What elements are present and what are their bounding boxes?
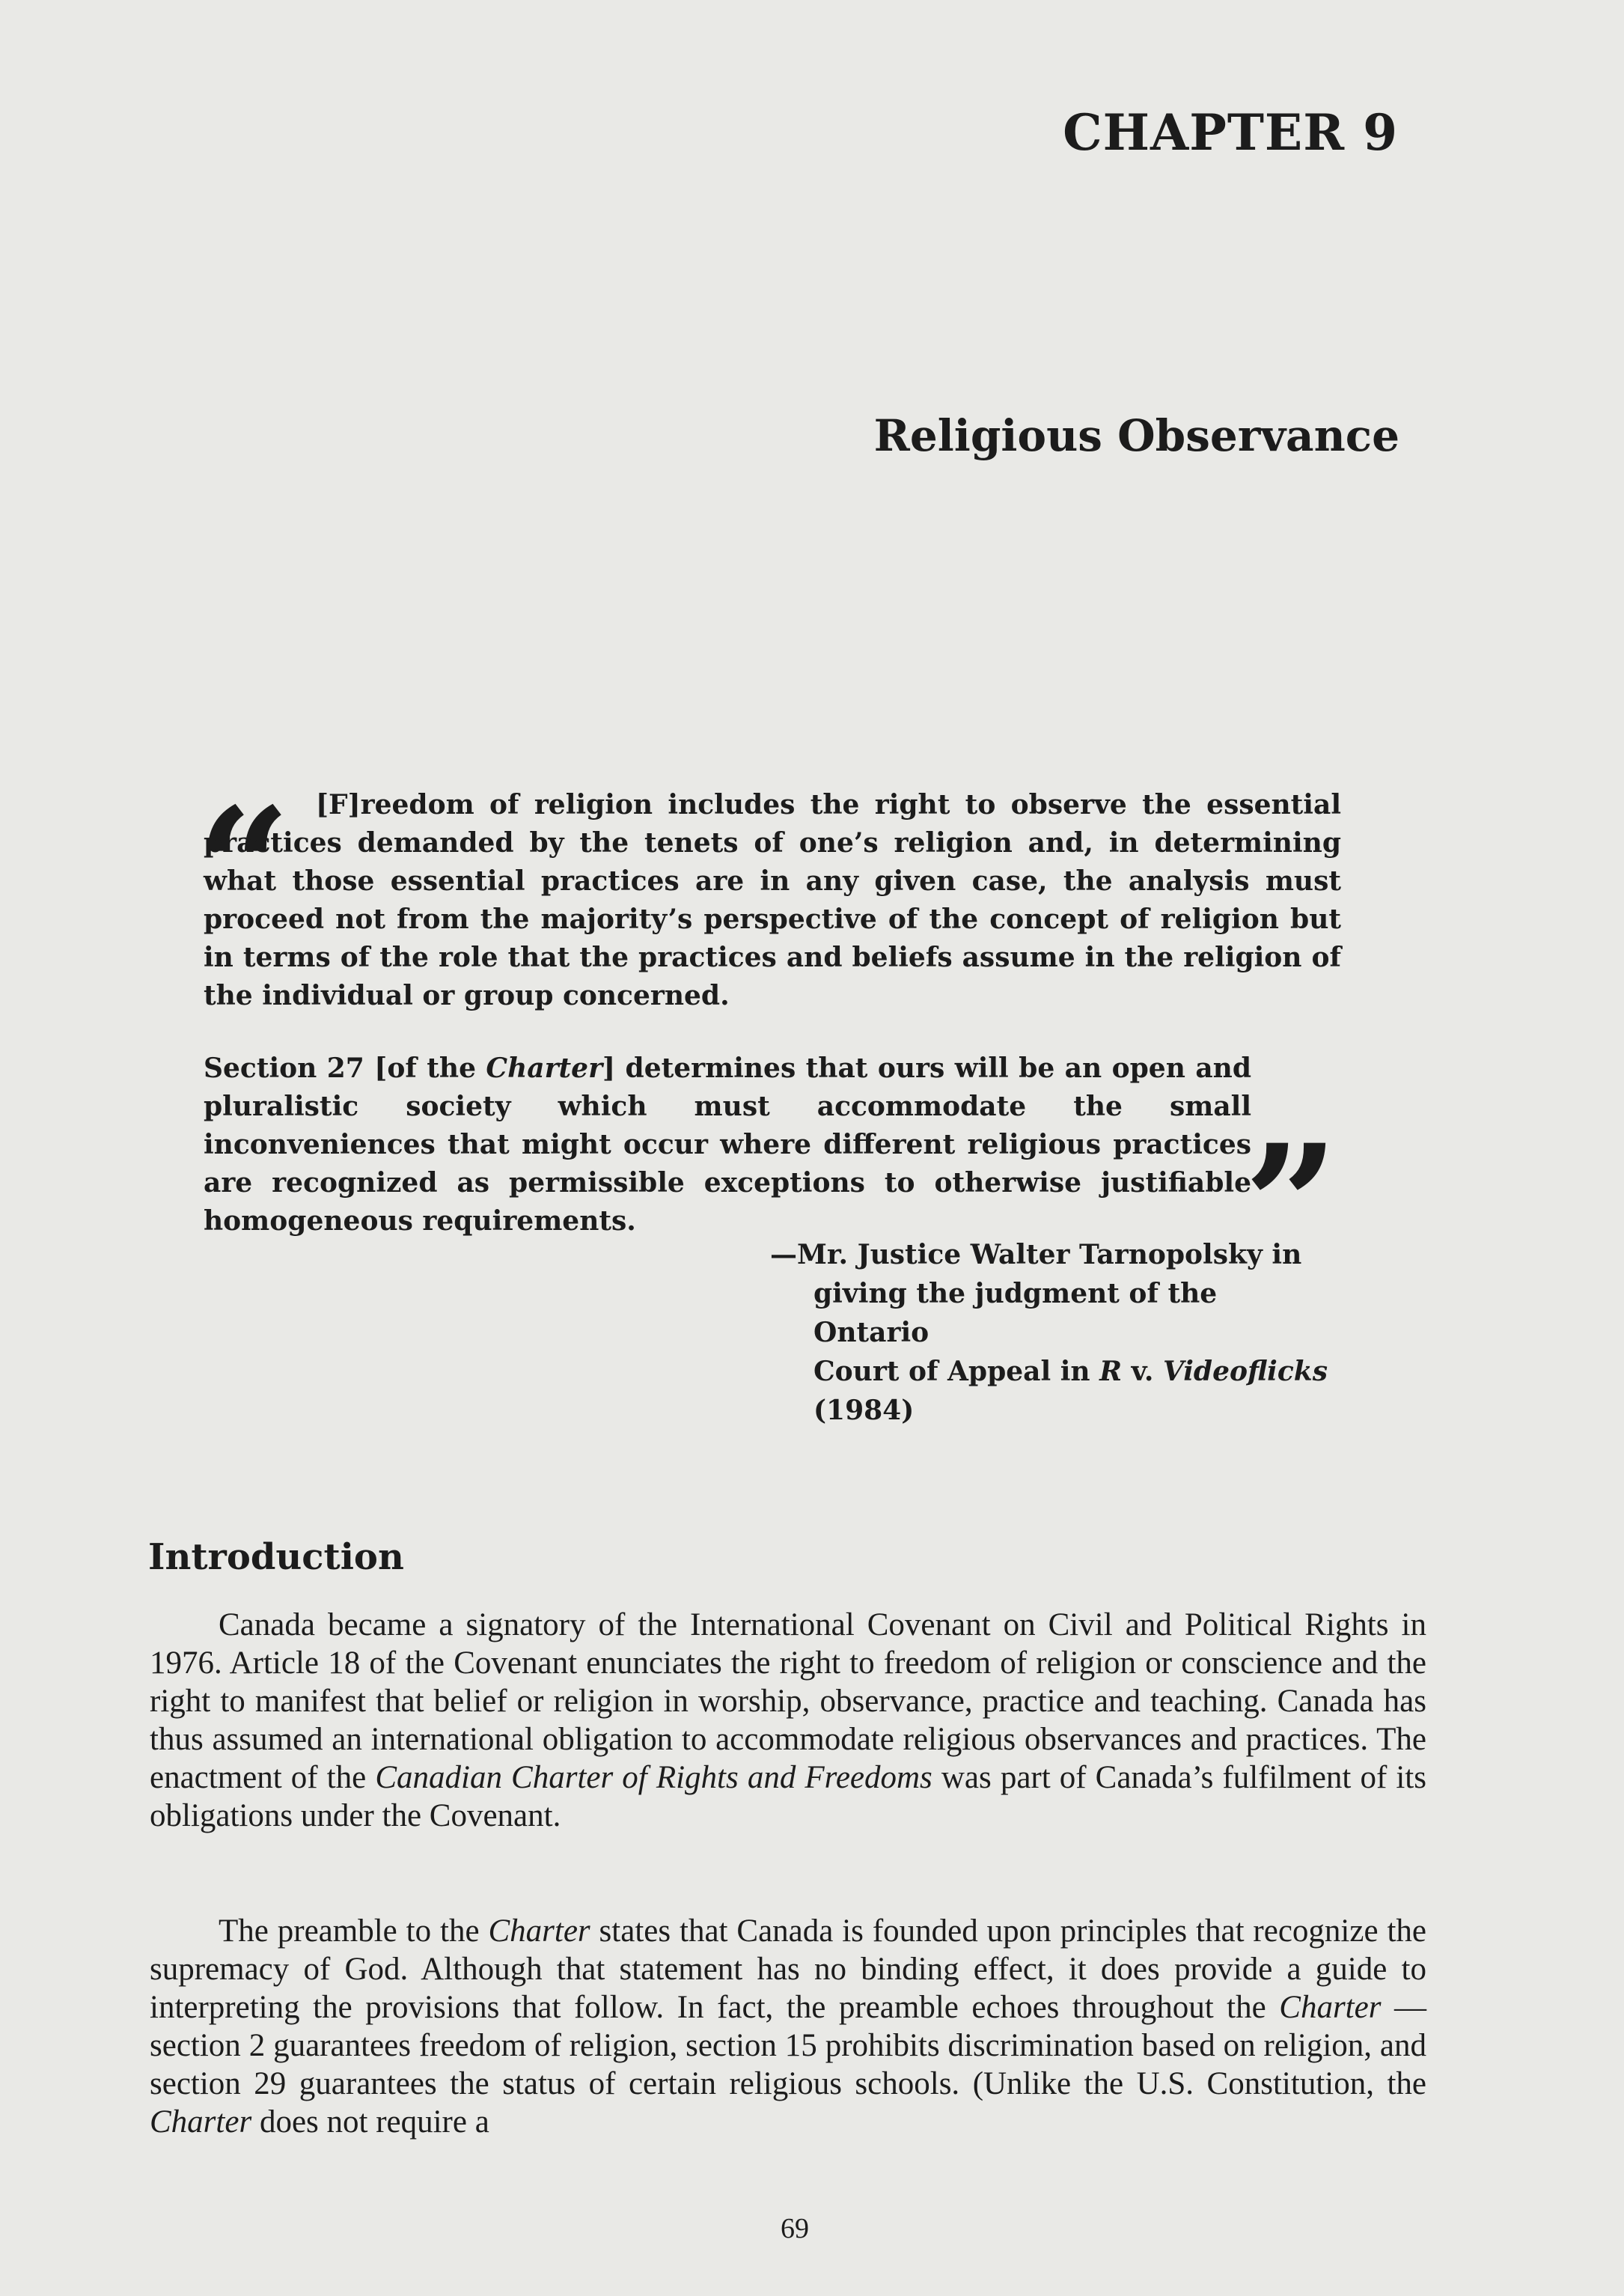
epigraph-p2-italic: Charter bbox=[486, 1053, 603, 1084]
attribution-v: v. bbox=[1122, 1356, 1163, 1387]
intro-p1-text-b: was part of Canada’s fulfilment of its obligations under the Covenant. bbox=[150, 1760, 1426, 1833]
attribution-case-r: R bbox=[1099, 1356, 1123, 1387]
close-quote-mark: ” bbox=[1244, 1108, 1339, 1302]
intro-p2-text-b: states that Canada is founded upon principles that recognize the supremacy of God. Although that statement has no binding effect, it does provide a guide to interpreting the provisions that follow. In fact, the preamble echoes throughout the bbox=[150, 1913, 1426, 2025]
intro-p2-text-d: does not require a bbox=[251, 2104, 489, 2140]
attribution-case-name: Videoflicks bbox=[1162, 1356, 1328, 1387]
chapter-title: Religious Observance bbox=[873, 410, 1399, 461]
epigraph-attribution bbox=[770, 1235, 1337, 1430]
open-quote-mark: “ bbox=[196, 771, 291, 965]
intro-p2-text-c: — section 2 guarantees freedom of religion, section 15 prohibits discrimination based on religion, and section 29 guarantees the status of certain religious schools. (Unlike the U.S. Constitution, the bbox=[150, 1990, 1426, 2101]
epigraph-p2-after: ] determines that ours will be an open and pluralistic society which must accommodate the small inconveniences that might occur where different religious practices are recognized as permissible exceptions to otherwise justifiable homogeneous requirements. bbox=[204, 1053, 1252, 1237]
epigraph bbox=[196, 771, 1341, 1426]
epigraph-paragraph-1: [F]reedom of religion includes the right to observe the essential practices demanded by the tenets of one’s religion and, in determining what those essential practices are in any given case, the analysis must proceed not from the majority’s perspective of the concept of religion but in terms of the role that the practices and beliefs assume in the religion of the individual or group concerned. bbox=[204, 789, 1341, 1011]
attribution-court: Court of Appeal in bbox=[813, 1356, 1100, 1387]
intro-p2-italic-3: Charter bbox=[150, 2104, 252, 2140]
intro-paragraph-1 bbox=[150, 1606, 1426, 1835]
attribution-line-2: giving the judgment of the Ontario bbox=[813, 1278, 1218, 1348]
intro-p1-italic: Canadian Charter of Rights and Freedoms bbox=[375, 1760, 932, 1795]
intro-p2-italic-1: Charter bbox=[488, 1913, 590, 1949]
attribution-line-3 bbox=[813, 1352, 1337, 1391]
intro-p2-text-a: The preamble to the bbox=[219, 1913, 489, 1949]
intro-p1-text-a: Canada became a signatory of the International Covenant on Civil and Political Rights in 1976. Article 18 of the Covenant enunciates the right to freedom of religion or conscience and the right to manifest that belief or religion in worship, observance, practice and teaching. Canada has thus assumed an international obligation to accommodate religious observances and practices. The enactment of the bbox=[150, 1607, 1426, 1795]
intro-p2-italic-2: Charter bbox=[1279, 1990, 1382, 2025]
epigraph-paragraph-2 bbox=[204, 1050, 1341, 1240]
epigraph-text bbox=[204, 786, 1341, 1240]
chapter-number: CHAPTER 9 bbox=[1063, 103, 1398, 162]
attribution-line-1: —Mr. Justice Walter Tarnopolsky in bbox=[770, 1239, 1302, 1270]
attribution-line-4: (1984) bbox=[813, 1395, 915, 1426]
epigraph-p2-before: Section 27 [of the bbox=[204, 1053, 486, 1084]
intro-paragraph-2 bbox=[150, 1912, 1426, 2141]
page-number: 69 bbox=[781, 2213, 809, 2244]
section-heading-introduction: Introduction bbox=[148, 1536, 404, 1578]
